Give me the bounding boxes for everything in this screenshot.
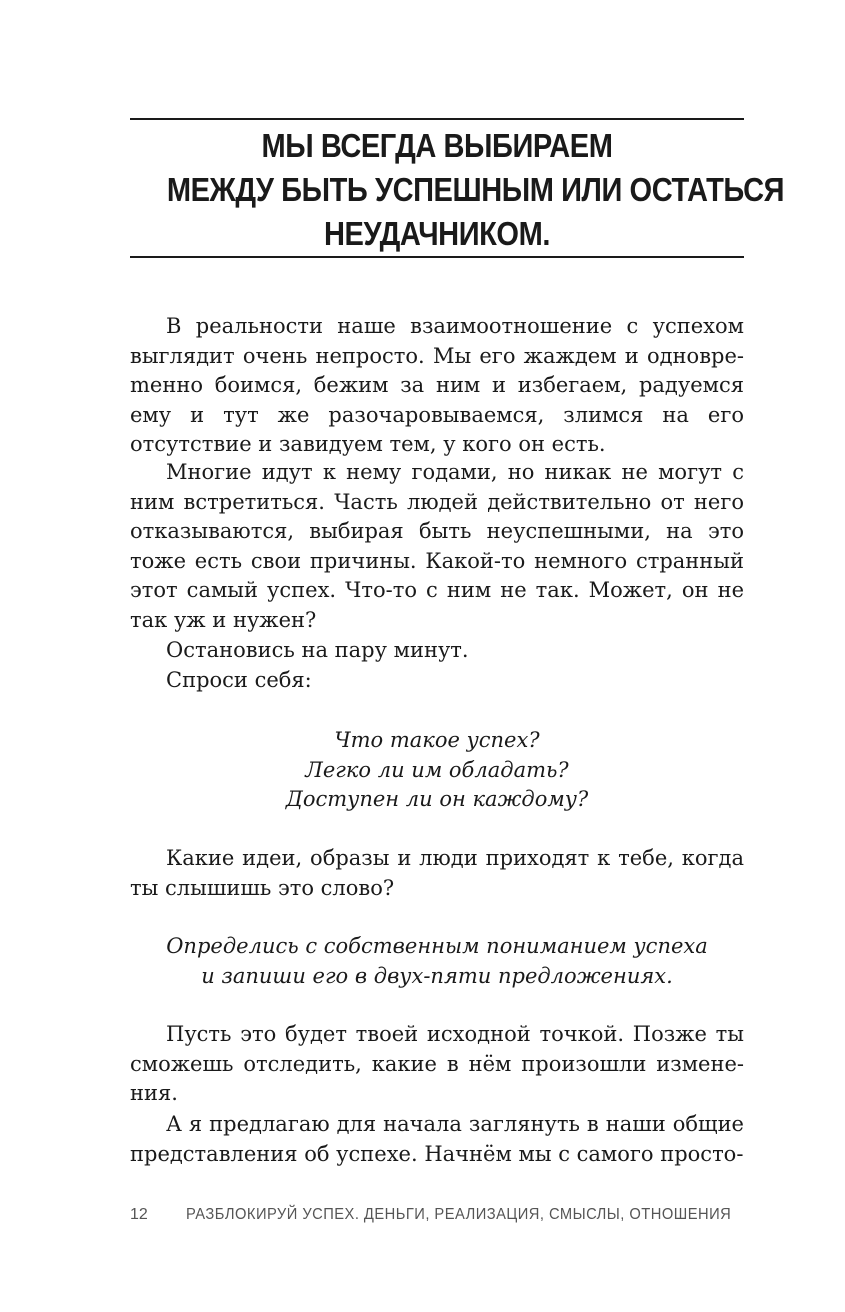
paragraph-text: А я предлагаю для начала заглянуть в наши общие представления об успехе. Начнём мы с самого просто- xyxy=(130,1112,744,1166)
question-1: Что такое успех? xyxy=(334,728,540,752)
task-line-1: Определись с собственным пониманием успеха xyxy=(166,934,708,958)
paragraph-5 xyxy=(130,844,744,903)
page-footer xyxy=(130,1206,744,1224)
headline-line-3: НЕУДАЧНИКОМ. xyxy=(324,215,550,252)
paragraph-text: Остановись на пару минут. xyxy=(166,638,469,662)
task-instruction xyxy=(130,932,744,991)
chapter-headline xyxy=(166,124,785,256)
task-line-2: и запиши его в двух-пяти предложениях. xyxy=(201,963,673,988)
headline-bottom-rule xyxy=(130,256,744,258)
paragraph-7 xyxy=(130,1110,744,1169)
headline-top-rule xyxy=(130,118,744,120)
page-number: 12 xyxy=(130,1206,148,1223)
question-3: Доступен ли он каждому? xyxy=(285,787,589,811)
paragraph-text: Какие идеи, образы и люди приходят к тебе, когда ты слышишь это слово? xyxy=(130,846,744,900)
headline-line-2: МЕЖДУ БЫТЬ УСПЕШНЫМ ИЛИ ОСТАТЬСЯ xyxy=(166,171,785,208)
paragraph-6 xyxy=(130,1020,744,1109)
paragraph-text: Пусть это будет твоей исходной точкой. Позже ты сможешь отследить, какие в нём произошли изменения. xyxy=(130,1022,744,1105)
running-title: РАЗБЛОКИРУЙ УСПЕХ. ДЕНЬГИ, РЕАЛИЗАЦИЯ, СМЫСЛЫ, ОТНОШЕНИЯ xyxy=(186,1206,732,1223)
paragraph-3 xyxy=(130,636,744,666)
question-2: Легко ли им обладать? xyxy=(305,757,569,782)
paragraph-1 xyxy=(130,312,744,460)
paragraph-text: В реальности наше взаимоотношение с успехом выглядит очень непросто. Мы его жаждем и одновреmенно боимся, бежим за ним и избегаем, радуемся ему и тут же разочаровываемся, злимся на его отсутствие и завидуем тем, у кого он есть. xyxy=(130,314,744,456)
paragraph-4 xyxy=(130,666,744,696)
headline-line-1: МЫ ВСЕГДА ВЫБИРАЕМ xyxy=(261,127,613,164)
paragraph-2 xyxy=(130,458,744,635)
paragraph-text: Спроси себя: xyxy=(166,668,312,692)
question-list xyxy=(130,726,744,815)
paragraph-text: Многие идут к нему годами, но никак не могут с ним встретиться. Часть людей действительно от него отказываются, выбирая быть неуспешными, на это тоже есть свои причины. Какой-то немного странный этот самый успех. Что-то с ним не так. Может, он не так уж и нужен? xyxy=(130,460,744,632)
